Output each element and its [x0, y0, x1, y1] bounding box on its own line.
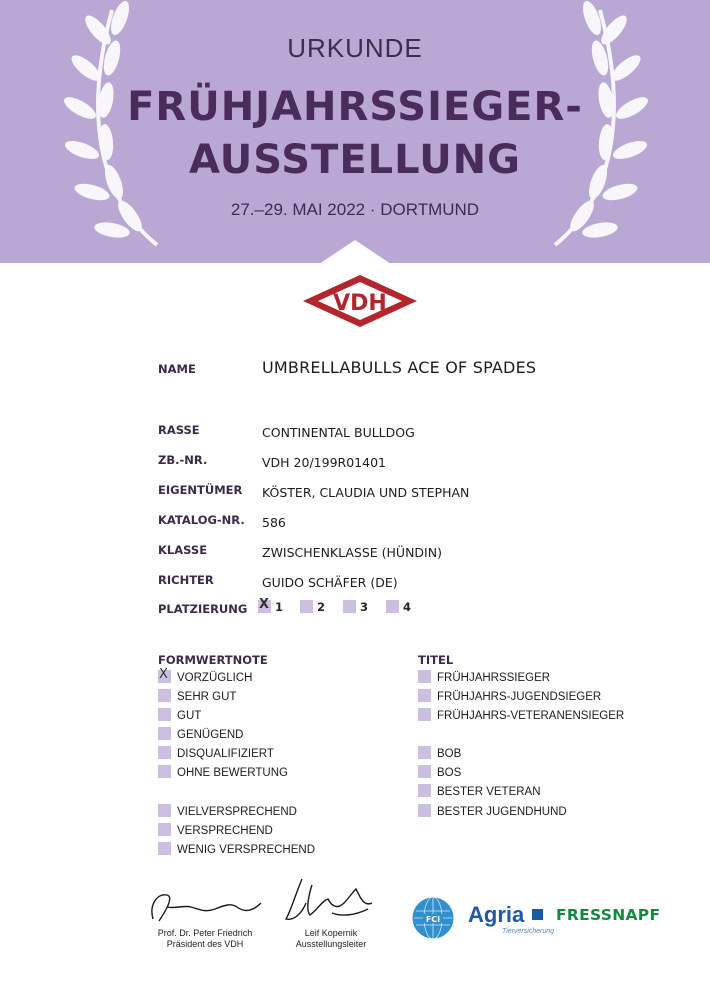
svg-text:FCI: FCI: [425, 915, 441, 924]
vdh-logo-text: VDH: [333, 291, 387, 316]
zb-nr-label: ZB.-NR.: [158, 453, 208, 467]
formwert-option-gut[interactable]: GUT: [158, 708, 201, 723]
formwertnote-heading: FORMWERTNOTE: [158, 653, 268, 667]
placement-option-3[interactable]: 3: [343, 599, 368, 614]
checkbox-icon[interactable]: [158, 689, 171, 702]
agria-logo-text: Agria: [468, 902, 525, 927]
checkbox-icon[interactable]: [418, 804, 431, 817]
name-value: UMBRELLABULLS ACE OF SPADES: [262, 358, 537, 377]
checkbox-icon[interactable]: [418, 746, 431, 759]
richter-label: RICHTER: [158, 573, 214, 587]
platzierung-label: PLATZIERUNG: [158, 602, 248, 616]
certificate-label: URKUNDE: [287, 33, 423, 63]
checkbox-icon[interactable]: [300, 600, 313, 613]
rasse-value: CONTINENTAL BULLDOG: [262, 425, 415, 440]
placement-option-1[interactable]: X 1: [258, 599, 283, 614]
checkbox-icon[interactable]: [418, 765, 431, 778]
fressnapf-logo-text: FRESSNAPF: [556, 906, 661, 924]
checkbox-icon[interactable]: [158, 842, 171, 855]
checkbox-icon[interactable]: [343, 600, 356, 613]
checkbox-icon[interactable]: [418, 670, 431, 683]
vdh-logo-icon: [300, 273, 420, 329]
signature-president-caption: Prof. Dr. Peter Friedrich Präsident des VDH: [157, 928, 253, 949]
rasse-label: RASSE: [158, 423, 200, 437]
zb-nr-value: VDH 20/199R01401: [262, 455, 386, 470]
titel-option-bester-veteran[interactable]: BESTER VETERAN: [418, 784, 541, 799]
formwert-option-sehr-gut[interactable]: SEHR GUT: [158, 689, 236, 704]
signature-show-director-caption: Leif Kopernik Ausstellungsleiter: [295, 928, 367, 949]
signature-president-icon: [145, 885, 265, 927]
formwert-option-ohne-bewertung[interactable]: OHNE BEWERTUNG: [158, 765, 288, 780]
event-title-line2: AUSSTELLUNG: [189, 137, 521, 183]
formwert-option-vorzueglich[interactable]: XVORZÜGLICH: [158, 670, 252, 685]
checkbox-icon[interactable]: [158, 765, 171, 778]
titel-option-bob[interactable]: BOB: [418, 746, 461, 761]
formwert-option-wenig-versprechend[interactable]: WENIG VERSPRECHEND: [158, 842, 315, 857]
checkbox-icon[interactable]: [158, 670, 171, 683]
checkbox-icon[interactable]: [158, 708, 171, 721]
formwert-option-genuegend[interactable]: GENÜGEND: [158, 727, 243, 742]
klasse-value: ZWISCHENKLASSE (HÜNDIN): [262, 545, 442, 560]
eigentuemer-label: EIGENTÜMER: [158, 483, 243, 497]
fci-logo-icon: [410, 895, 456, 941]
klasse-label: KLASSE: [158, 543, 208, 557]
checkbox-icon[interactable]: [158, 727, 171, 740]
checkbox-icon[interactable]: [158, 746, 171, 759]
katalog-nr-label: KATALOG-NR.: [158, 513, 245, 527]
titel-option-veteranensieger[interactable]: FRÜHJAHRS-VETERANENSIEGER: [418, 708, 624, 723]
checkbox-icon[interactable]: [418, 784, 431, 797]
checkbox-icon[interactable]: [158, 804, 171, 817]
certificate-header: [0, 0, 710, 263]
titel-option-jugendsieger[interactable]: FRÜHJAHRS-JUGENDSIEGER: [418, 689, 601, 704]
header-tab-notch: [319, 240, 391, 263]
agria-logo-mark-icon: [532, 909, 543, 920]
eigentuemer-value: KÖSTER, CLAUDIA UND STEPHAN: [262, 485, 470, 500]
checkbox-icon[interactable]: [158, 823, 171, 836]
signature-show-director-icon: [282, 873, 382, 929]
placement-option-4[interactable]: 4: [386, 599, 411, 614]
event-date-location: 27.–29. MAI 2022 · DORTMUND: [230, 200, 480, 219]
formwert-option-versprechend[interactable]: VERSPRECHEND: [158, 823, 273, 838]
checkbox-icon[interactable]: [418, 708, 431, 721]
placement-option-2[interactable]: 2: [300, 599, 325, 614]
name-label: NAME: [158, 362, 196, 376]
formwert-option-vielversprechend[interactable]: VIELVERSPRECHEND: [158, 804, 297, 819]
event-title-line1: FRÜHJAHRSSIEGER-: [127, 84, 583, 130]
checkbox-icon[interactable]: [258, 600, 271, 613]
titel-heading: TITEL: [418, 653, 454, 667]
richter-value: GUIDO SCHÄFER (DE): [262, 575, 398, 590]
katalog-nr-value: 586: [262, 515, 286, 530]
titel-option-bos[interactable]: BOS: [418, 765, 461, 780]
checkbox-icon[interactable]: [386, 600, 399, 613]
titel-option-bester-jugendhund[interactable]: BESTER JUGENDHUND: [418, 804, 567, 819]
formwert-option-disqualifiziert[interactable]: DISQUALIFIZIERT: [158, 746, 274, 761]
titel-option-fruehjahrssieger[interactable]: FRÜHJAHRSSIEGER: [418, 670, 550, 685]
agria-logo-subtitle: Tierversicherung: [502, 928, 555, 935]
checkbox-icon[interactable]: [418, 689, 431, 702]
